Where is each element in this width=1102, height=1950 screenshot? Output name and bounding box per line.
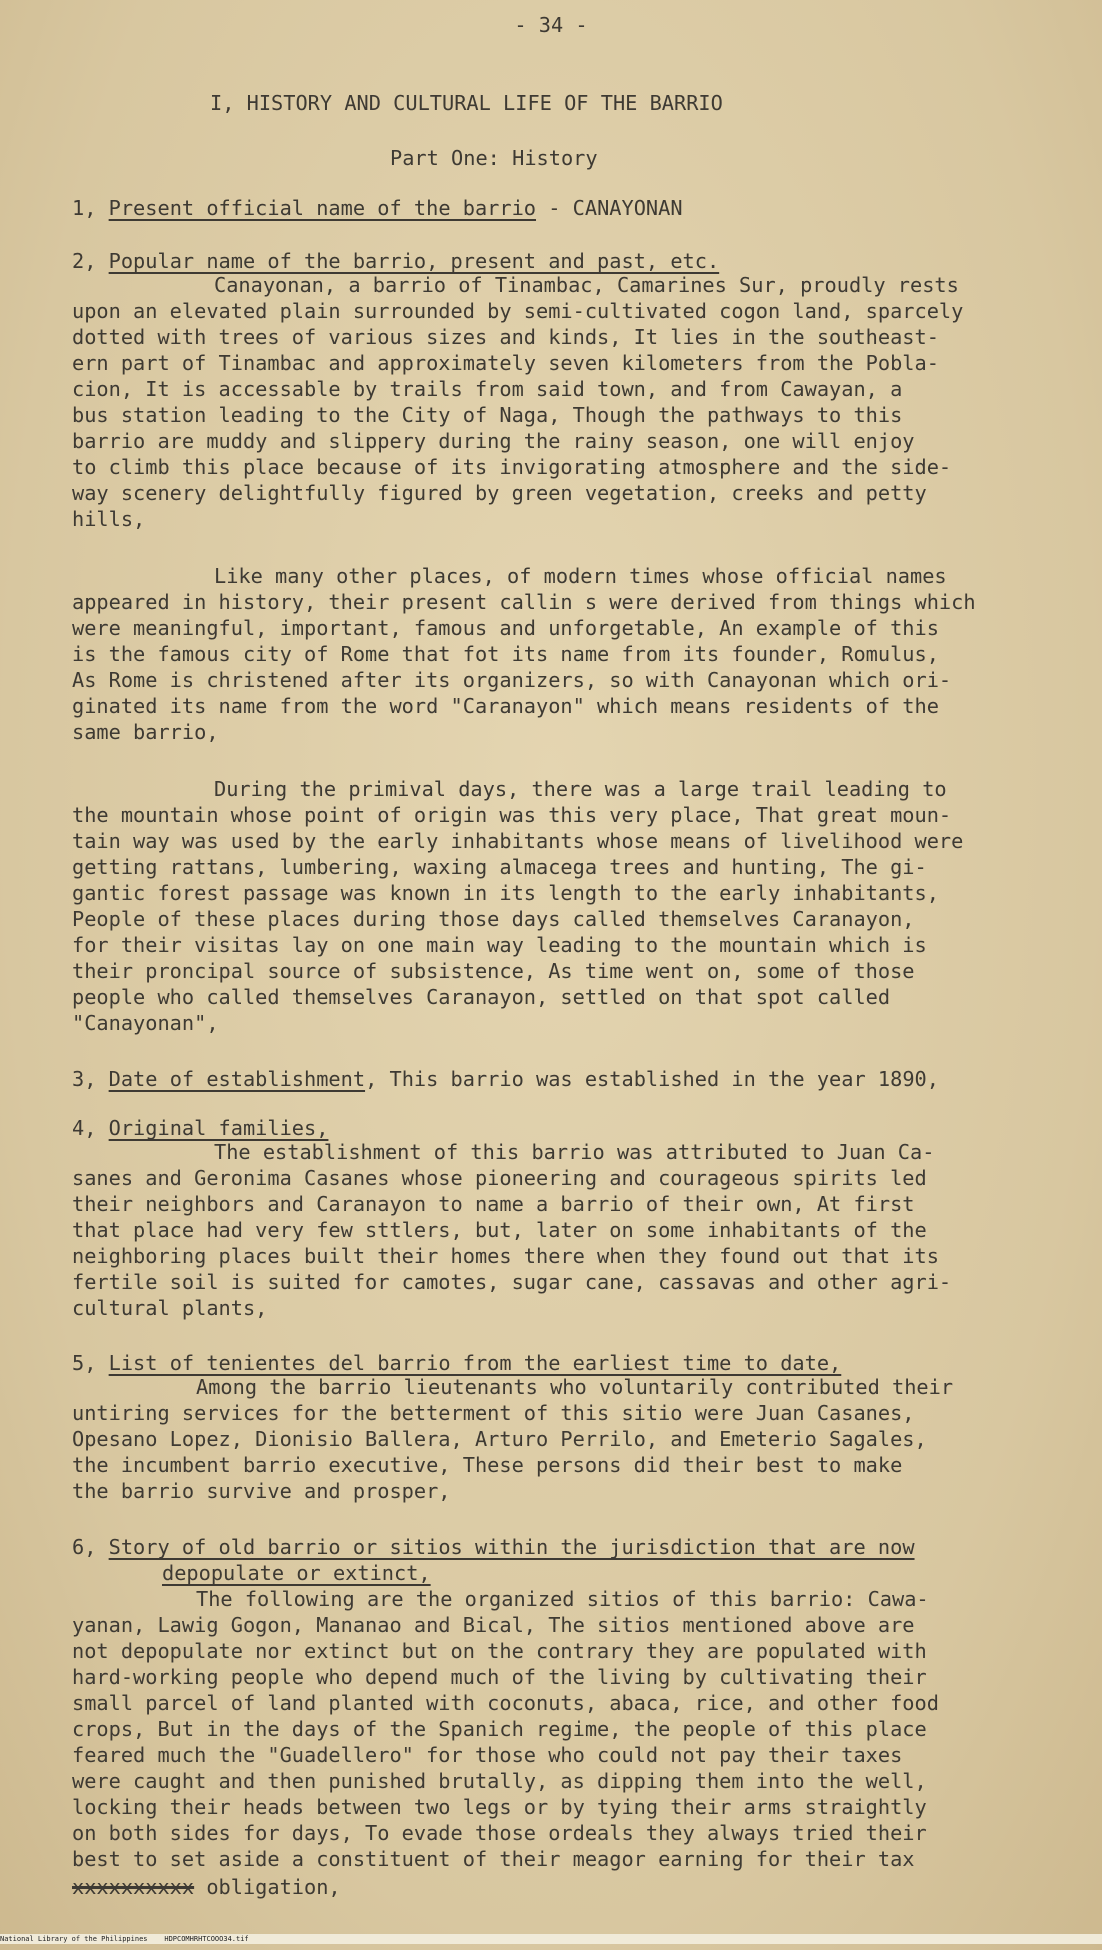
paragraph-line: dotted with trees of various sizes and kinds, It lies in the southeast- (72, 325, 939, 349)
paragraph-line: bus station leading to the City of Naga, Though the pathways to this (72, 403, 903, 427)
paragraph-line-last (72, 1874, 1102, 1900)
paragraph-line: cultural plants, (72, 1296, 268, 1320)
paragraph-line: way scenery delightfully figured by green vegetation, creeks and petty (72, 481, 927, 505)
paragraph-line: Opesano Lopez, Dionisio Ballera, Arturo Perrilo, and Emeterio Sagales, (72, 1427, 927, 1451)
page-number: - 34 - (514, 13, 588, 37)
paragraph-line: small parcel of land planted with coconuts, abaca, rice, and other food (72, 1691, 939, 1715)
paragraph-text: obligation, (194, 1875, 341, 1899)
paragraph-line: their neighbors and Caranayon to name a barrio of their own, At first (72, 1192, 915, 1216)
paragraph-line: As Rome is christened after its organizers, so with Canayonan which ori- (72, 668, 952, 692)
paragraph-line: Among the barrio lieutenants who voluntarily contributed their (196, 1375, 954, 1399)
paragraph-line: feared much the "Guadellero" for those who could not pay their taxes (72, 1743, 903, 1767)
part-heading: Part One: History (390, 146, 598, 170)
section-title-continued: depopulate or extinct, (162, 1561, 431, 1585)
main-heading: I, HISTORY AND CULTURAL LIFE OF THE BARRIO (210, 91, 723, 115)
section-5-heading (72, 1350, 1102, 1376)
paragraph-line: hard-working people who depend much of the living by cultivating their (72, 1665, 927, 1689)
paragraph-line: ern part of Tinambac and approximately seven kilometers from the Pobla- (72, 351, 939, 375)
paragraph-line: on both sides for days, To evade those ordeals they always tried their (72, 1821, 927, 1845)
section-6-heading-cont (162, 1560, 1102, 1586)
paragraph-line: best to set aside a constituent of their meagor earning for their tax (72, 1847, 915, 1871)
section-number: 1, (72, 196, 109, 220)
paragraph-line: fertile soil is suited for camotes, sugar cane, cassavas and other agri- (72, 1270, 952, 1294)
paragraph-line: crops, But in the days of the Spanich regime, the people of this place (72, 1717, 927, 1741)
paragraph-line: cion, It is accessable by trails from said town, and from Cawayan, a (72, 377, 903, 401)
paragraph-line: the incumbent barrio executive, These persons did their best to make (72, 1453, 903, 1477)
paragraph-line: "Canayonan", (72, 1011, 219, 1035)
struck-out-text: xxxxxxxxxx (72, 1875, 195, 1899)
section-number: 6, (72, 1535, 109, 1559)
section-3 (72, 1066, 1092, 1092)
paragraph-line: were caught and then punished brutally, as dipping them into the well, (72, 1769, 927, 1793)
scan-footer: National Library of the Philippines HDPCOMHRHTCOOO34.tif (0, 1934, 1102, 1944)
section-value: - CANAYONAN (536, 196, 683, 220)
section-title: Present official name of the barrio (108, 196, 537, 220)
paragraph-line: getting rattans, lumbering, waxing almacega trees and hunting, The gi- (72, 855, 927, 879)
section-6-heading (72, 1534, 1102, 1560)
section-4-heading (72, 1115, 1102, 1141)
paragraph-line: same barrio, (72, 720, 219, 744)
paragraph-line: untiring services for the betterment of this sitio were Juan Casanes, (72, 1401, 915, 1425)
paragraph-line: Canayonan, a barrio of Tinambac, Camarines Sur, proudly rests (214, 273, 959, 297)
section-title: Story of old barrio or sitios within the jurisdiction that are now (108, 1535, 915, 1559)
paragraph-line: were meaningful, important, famous and unforgetable, An example of this (72, 616, 939, 640)
paragraph-line: locking their heads between two legs or by tying their arms straightly (72, 1795, 927, 1819)
paragraph-line: People of these places during those days called themselves Caranayon, (72, 907, 915, 931)
paragraph-line: During the primival days, there was a large trail leading to (214, 777, 947, 801)
section-title: Original families, (108, 1116, 329, 1140)
section-value: , This barrio was established in the year 1890, (365, 1067, 939, 1091)
paragraph-line: hills, (72, 507, 146, 531)
section-1 (72, 195, 1072, 221)
section-number: 4, (72, 1116, 109, 1140)
section-2-heading (72, 248, 1072, 274)
section-number: 5, (72, 1351, 109, 1375)
paragraph-line: to climb this place because of its invigorating atmosphere and the side- (72, 455, 952, 479)
paragraph-line: the barrio survive and prosper, (72, 1479, 451, 1503)
paragraph-line: that place had very few sttlers, but, later on some inhabitants of the (72, 1218, 927, 1242)
paragraph-line: people who called themselves Caranayon, settled on that spot called (72, 985, 891, 1009)
paragraph-line: neighboring places built their homes there when they found out that its (72, 1244, 939, 1268)
paragraph-line: barrio are muddy and slippery during the rainy season, one will enjoy (72, 429, 915, 453)
paragraph-line: tain way was used by the early inhabitants whose means of livelihood were (72, 829, 964, 853)
paragraph-line: appeared in history, their present callin s were derived from things which (72, 590, 976, 614)
paragraph-line: The establishment of this barrio was attributed to Juan Ca- (214, 1140, 935, 1164)
paragraph-line: sanes and Geronima Casanes whose pioneering and courageous spirits led (72, 1166, 927, 1190)
paragraph-line: yanan, Lawig Gogon, Mananao and Bical, The sitios mentioned above are (72, 1613, 915, 1637)
paragraph-line: The following are the organized sitios of this barrio: Cawa- (196, 1587, 929, 1611)
paragraph-line: Like many other places, of modern times whose official names (214, 564, 947, 588)
paragraph-line: not depopulate nor extinct but on the contrary they are populated with (72, 1639, 927, 1663)
section-title: Popular name of the barrio, present and past, etc. (108, 249, 720, 273)
section-number: 3, (72, 1067, 109, 1091)
section-number: 2, (72, 249, 109, 273)
paragraph-line: the mountain whose point of origin was this very place, That great moun- (72, 803, 952, 827)
section-title: Date of establishment (108, 1067, 366, 1091)
paragraph-line: upon an elevated plain surrounded by semi-cultivated cogon land, sparcely (72, 299, 964, 323)
paragraph-line: ginated its name from the word "Caranayon" which means residents of the (72, 694, 939, 718)
paragraph-line: gantic forest passage was known in its length to the early inhabitants, (72, 881, 939, 905)
paragraph-line: is the famous city of Rome that fot its name from its founder, Romulus, (72, 642, 939, 666)
section-title: List of tenientes del barrio from the earliest time to date, (108, 1351, 842, 1375)
paragraph-line: for their visitas lay on one main way leading to the mountain which is (72, 933, 927, 957)
paragraph-line: their proncipal source of subsistence, As time went on, some of those (72, 959, 915, 983)
